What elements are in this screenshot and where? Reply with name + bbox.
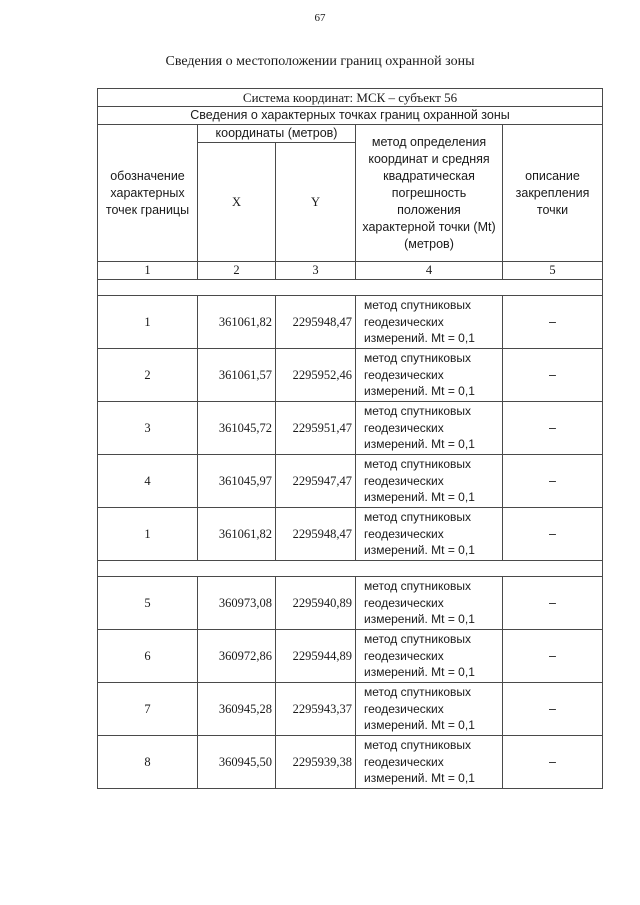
coord-x: 361061,82 <box>198 296 276 349</box>
column-number: 4 <box>356 262 503 280</box>
coord-x: 360945,28 <box>198 683 276 736</box>
points-caption-row <box>98 107 603 125</box>
table-row <box>98 736 603 789</box>
method-text: метод спутниковых геодезических измерений. Mt = 0,1 <box>356 736 503 789</box>
point-id: 1 <box>98 296 198 349</box>
method-text: метод спутниковых геодезических измерений. Mt = 0,1 <box>356 508 503 561</box>
header-y: Y <box>276 143 356 262</box>
fixing-description: – <box>503 577 603 630</box>
point-id: 4 <box>98 455 198 508</box>
method-text: метод спутниковых геодезических измерений. Mt = 0,1 <box>356 630 503 683</box>
group-separator-row <box>98 561 603 577</box>
point-id: 3 <box>98 402 198 455</box>
coord-x: 360945,50 <box>198 736 276 789</box>
header-row <box>98 125 603 143</box>
fixing-description: – <box>503 349 603 402</box>
header-method: метод определения координат и средняя квадратическая погрешность положения характерной точки (Mt) (метров) <box>356 125 503 262</box>
coord-y: 2295951,47 <box>276 402 356 455</box>
coord-y: 2295948,47 <box>276 296 356 349</box>
table-row <box>98 577 603 630</box>
coordinate-system: Система координат: МСК – субъект 56 <box>98 89 603 107</box>
point-id: 5 <box>98 577 198 630</box>
method-text: метод спутниковых геодезических измерений. Mt = 0,1 <box>356 296 503 349</box>
group-separator <box>98 561 603 577</box>
table-row <box>98 349 603 402</box>
table-row <box>98 455 603 508</box>
method-text: метод спутниковых геодезических измерений. Mt = 0,1 <box>356 683 503 736</box>
header-designation: обозначение характерных точек границы <box>98 125 198 262</box>
point-id: 7 <box>98 683 198 736</box>
method-text: метод спутниковых геодезических измерений. Mt = 0,1 <box>356 402 503 455</box>
column-number: 1 <box>98 262 198 280</box>
coord-y: 2295939,38 <box>276 736 356 789</box>
table-body <box>98 89 603 789</box>
points-caption: Сведения о характерных точках границ охранной зоны <box>98 107 603 125</box>
table-row <box>98 296 603 349</box>
method-text: метод спутниковых геодезических измерений. Mt = 0,1 <box>356 577 503 630</box>
point-id: 2 <box>98 349 198 402</box>
fixing-description: – <box>503 736 603 789</box>
fixing-description: – <box>503 402 603 455</box>
table-row <box>98 508 603 561</box>
point-id: 6 <box>98 630 198 683</box>
table-row <box>98 630 603 683</box>
group-separator <box>98 280 603 296</box>
header-description: описание закрепления точки <box>503 125 603 262</box>
point-id: 1 <box>98 508 198 561</box>
column-number-row <box>98 262 603 280</box>
coord-y: 2295944,89 <box>276 630 356 683</box>
coord-y: 2295947,47 <box>276 455 356 508</box>
coord-y: 2295940,89 <box>276 577 356 630</box>
column-number: 5 <box>503 262 603 280</box>
fixing-description: – <box>503 630 603 683</box>
coord-x: 360972,86 <box>198 630 276 683</box>
coordinate-system-row <box>98 89 603 107</box>
coord-x: 360973,08 <box>198 577 276 630</box>
column-number: 2 <box>198 262 276 280</box>
coord-y: 2295943,37 <box>276 683 356 736</box>
coord-x: 361045,97 <box>198 455 276 508</box>
header-coordinates: координаты (метров) <box>198 125 356 143</box>
coord-x: 361045,72 <box>198 402 276 455</box>
fixing-description: – <box>503 508 603 561</box>
coord-y: 2295952,46 <box>276 349 356 402</box>
boundary-points-table <box>97 88 603 789</box>
table-row <box>98 683 603 736</box>
group-separator-row <box>98 280 603 296</box>
coord-x: 361061,82 <box>198 508 276 561</box>
header-x: X <box>198 143 276 262</box>
page-number: 67 <box>314 12 326 24</box>
fixing-description: – <box>503 296 603 349</box>
fixing-description: – <box>503 455 603 508</box>
method-text: метод спутниковых геодезических измерений. Mt = 0,1 <box>356 455 503 508</box>
column-number: 3 <box>276 262 356 280</box>
document-title: Сведения о местоположении границ охранной зоны <box>165 54 475 69</box>
coord-x: 361061,57 <box>198 349 276 402</box>
coord-y: 2295948,47 <box>276 508 356 561</box>
fixing-description: – <box>503 683 603 736</box>
method-text: метод спутниковых геодезических измерений. Mt = 0,1 <box>356 349 503 402</box>
table-row <box>98 402 603 455</box>
point-id: 8 <box>98 736 198 789</box>
